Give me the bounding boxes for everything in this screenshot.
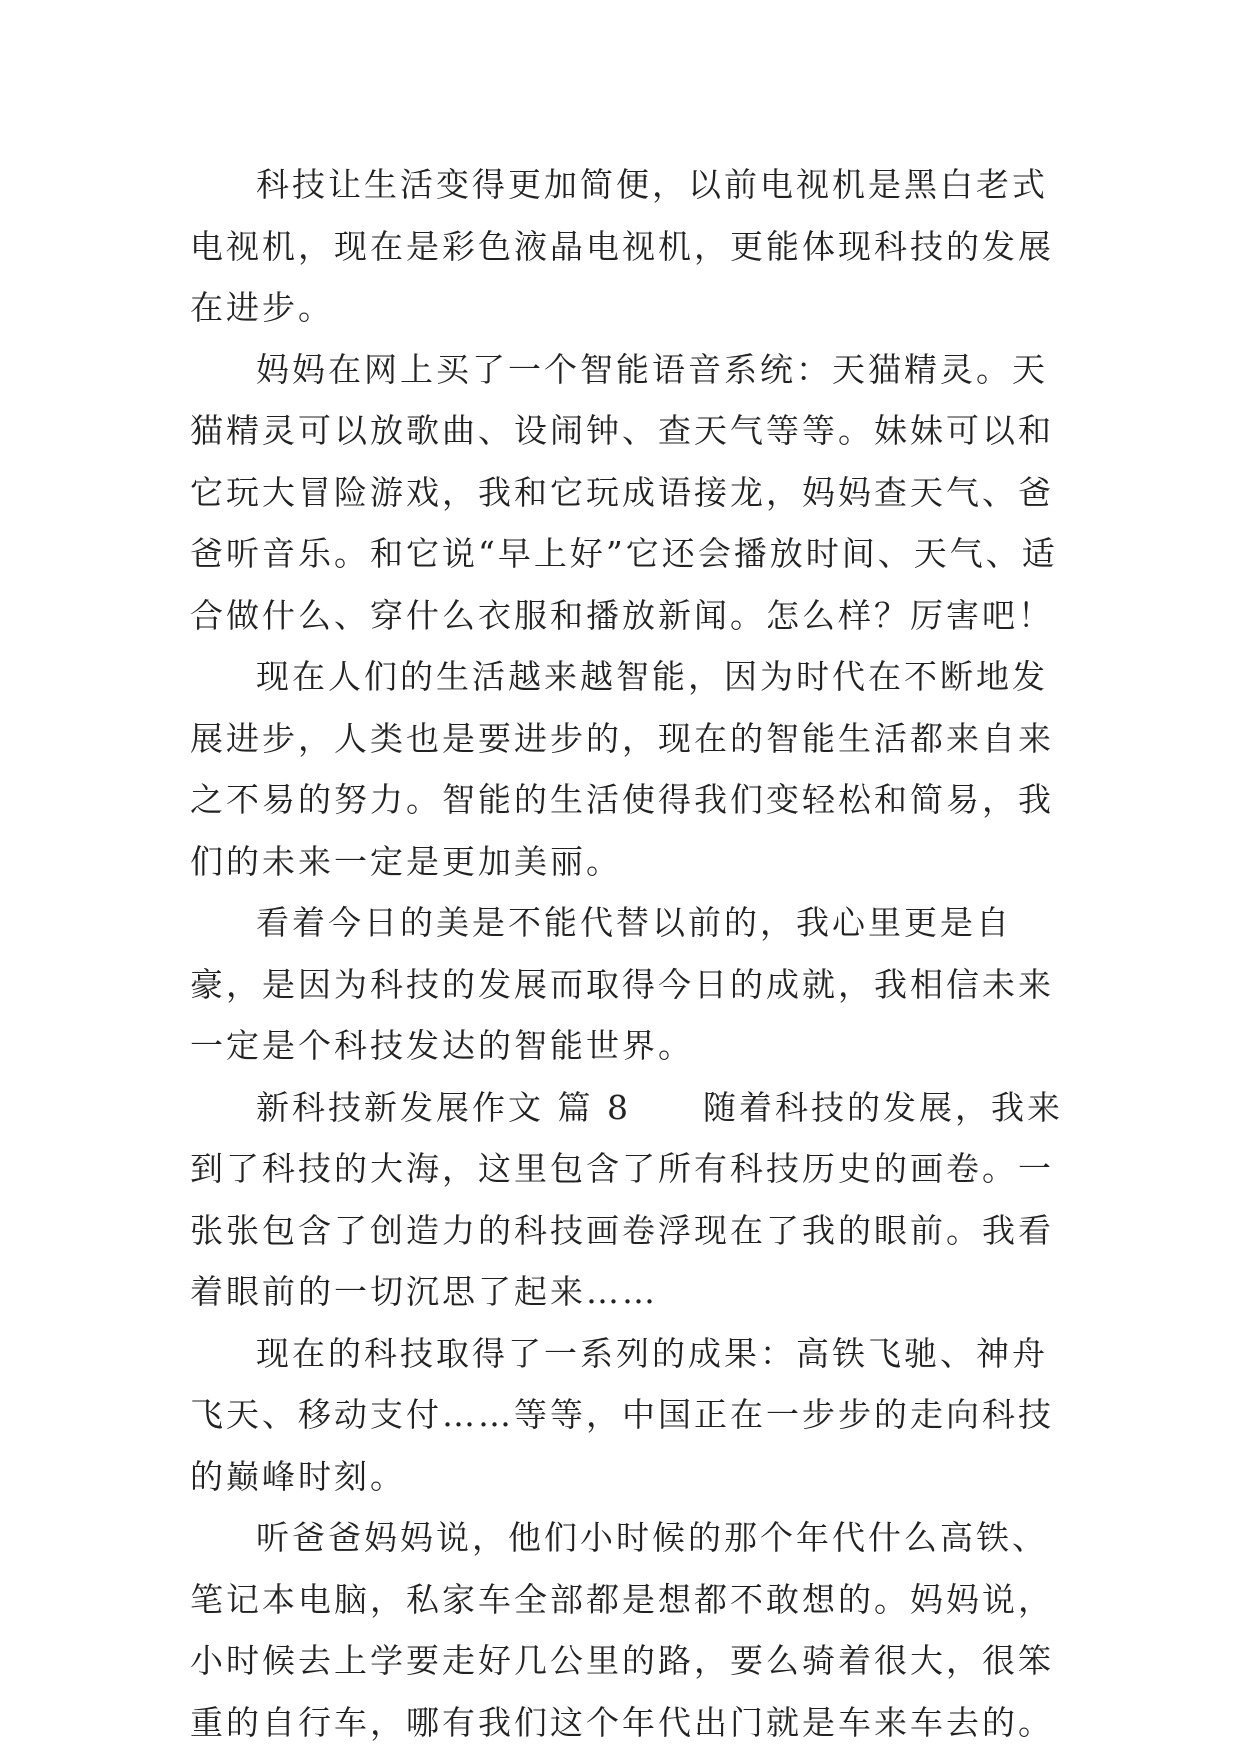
- paragraph-5-section-heading: 新科技新发展作文 篇 8 随着科技的发展，我来到了科技的大海，这里包含了所有科技历史的画卷。一张张包含了创造力的科技画卷浮现在了我的眼前。我看着眼前的一切沉思了起来……: [190, 1087, 1063, 1311]
- paragraph-1: 科技让生活变得更加简便，以前电视机是黑白老式电视机，现在是彩色液晶电视机，更能体现科技的发展在进步。: [190, 165, 1054, 327]
- paragraph-3: 现在人们的生活越来越智能，因为时代在不断地发展进步，人类也是要进步的，现在的智能生活都来自来之不易的努力。智能的生活使得我们变轻松和简易，我们的未来一定是更加美丽。: [190, 657, 1054, 881]
- paragraph-2: 妈妈在网上买了一个智能语音系统：天猫精灵。天猫精灵可以放歌曲、设闹钟、查天气等等。妹妹可以和它玩大冒险游戏，我和它玩成语接龙，妈妈查天气、爸爸听音乐。和它说“早上好”它还会播放时间、天气、适合做什么、穿什么衣服和播放新闻。怎么样？厉害吧！: [190, 349, 1058, 635]
- document-body: [190, 154, 1070, 1753]
- paragraph-7: 听爸爸妈妈说，他们小时候的那个年代什么高铁、笔记本电脑，私家车全部都是想都不敢想的。妈妈说，小时候去上学要走好几公里的路，要么骑着很大，很笨重的自行车，哪有我们这个年代出门就是车来车去的。: [190, 1518, 1054, 1742]
- paragraph-6: 现在的科技取得了一系列的成果：高铁飞驰、神舟飞天、移动支付……等等，中国正在一步步的走向科技的巅峰时刻。: [190, 1333, 1054, 1496]
- paragraph-4: 看着今日的美是不能代替以前的，我心里更是自豪，是因为科技的发展而取得今日的成就，我相信未来一定是个科技发达的智能世界。: [190, 903, 1054, 1065]
